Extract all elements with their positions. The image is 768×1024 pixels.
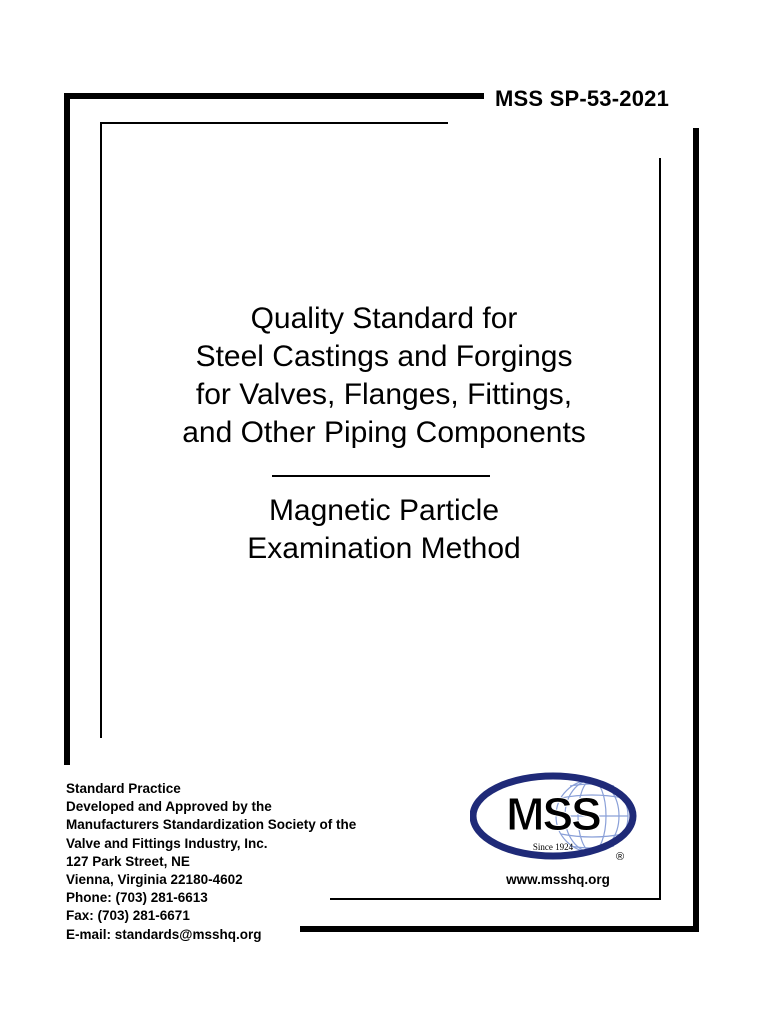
frame-inner-right-rule <box>659 158 661 900</box>
title-line: for Valves, Flanges, Fittings, <box>195 378 573 411</box>
publisher-email[interactable]: E-mail: standards@msshq.org <box>66 926 262 942</box>
publisher-fax: Fax: (703) 281-6671 <box>66 908 190 924</box>
title-divider <box>272 475 490 477</box>
publisher-address: 127 Park Street, NE <box>66 853 190 869</box>
document-subtitle <box>110 492 658 568</box>
title-line: Steel Castings and Forgings <box>195 340 573 373</box>
title-line: and Other Piping Components <box>182 416 586 449</box>
frame-outer-top-rule <box>64 93 484 99</box>
frame-outer-left-rule <box>64 93 70 765</box>
website-link[interactable]: www.msshq.org <box>506 872 610 887</box>
publisher-line: Valve and Fittings Industry, Inc. <box>66 835 268 851</box>
publisher-info <box>66 780 396 944</box>
mss-logo <box>470 770 640 866</box>
publisher-line: Manufacturers Standardization Society of the <box>66 817 357 833</box>
publisher-line: Standard Practice <box>66 781 181 796</box>
publisher-address: Vienna, Virginia 22180-4602 <box>66 872 243 888</box>
frame-inner-top-rule <box>100 122 448 124</box>
document-title <box>110 300 658 452</box>
registered-mark: ® <box>615 851 625 863</box>
document-number: MSS SP-53-2021 <box>495 86 669 111</box>
subtitle-line: Examination Method <box>247 532 521 565</box>
frame-inner-left-rule <box>100 122 102 738</box>
publisher-phone: Phone: (703) 281-6613 <box>66 890 208 906</box>
frame-outer-right-rule <box>693 128 699 932</box>
title-line: Quality Standard for <box>250 302 518 335</box>
subtitle-line: Magnetic Particle <box>268 494 500 527</box>
logo-tagline: Since 1924 <box>532 842 574 852</box>
logo-wordmark: MSS <box>506 788 600 840</box>
publisher-line: Developed and Approved by the <box>66 799 272 815</box>
